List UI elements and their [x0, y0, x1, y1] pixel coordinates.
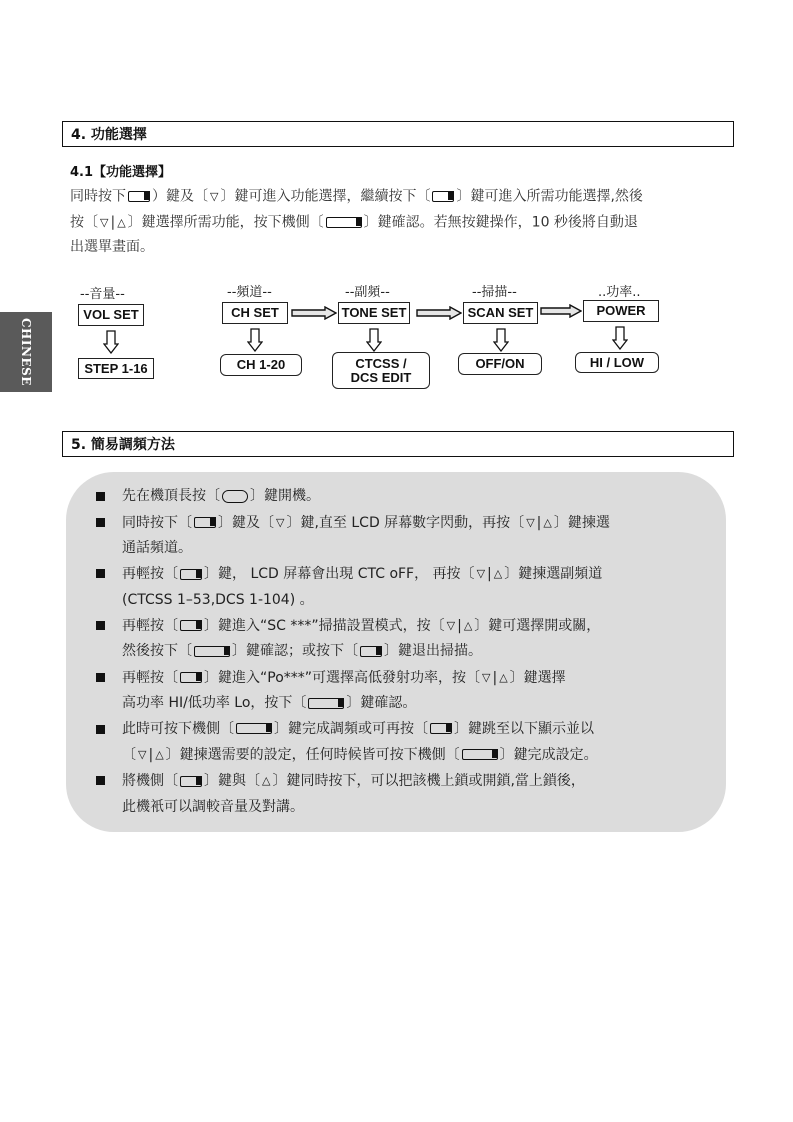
side-long-key-icon — [194, 646, 230, 657]
bullet-square-icon — [96, 673, 105, 682]
side-long-key-icon — [236, 723, 272, 734]
text-run: 〕鍵， LCD 屏幕會出現 CTC oFF， 再按〔 — [204, 566, 475, 582]
text-run: 〕鍵揀選 — [553, 514, 610, 531]
text-run: 〕鍵可進入功能選擇，繼續按下〔 — [220, 188, 431, 205]
bullet-item — [92, 510, 717, 562]
bullet-item — [92, 613, 717, 665]
arrow-right-icon — [291, 306, 337, 320]
bullet-item — [92, 561, 717, 613]
text-run: 〕鍵進入“SC ***”掃描設置模式，按〔 — [204, 617, 445, 634]
text-run: | — [457, 617, 462, 634]
text-run: 將機側〔 — [122, 773, 178, 789]
ch-range-box: CH 1-20 — [220, 354, 302, 376]
bullet-square-icon — [96, 725, 105, 734]
vol-set-box: VOL SET — [78, 304, 144, 326]
bullet-item — [92, 768, 717, 820]
bullet-line — [122, 742, 717, 768]
arrow-down-icon — [366, 328, 382, 352]
up-arrow-key-icon: △ — [463, 619, 473, 632]
bullet-item — [92, 665, 717, 717]
step-box: STEP 1-16 — [78, 358, 154, 379]
up-arrow-key-icon: △ — [493, 567, 503, 581]
text-run: 〕鍵進入“Po***”可選擇高低發射功率，按〔 — [204, 669, 481, 686]
side-key-icon — [180, 672, 202, 683]
up-arrow-key-icon: △ — [262, 774, 271, 788]
text-run: 同時按下 — [70, 188, 126, 205]
arrow-right-icon — [416, 306, 462, 320]
text-run: 〕鍵與〔 — [204, 773, 260, 789]
text-run: ）鍵及〔 — [152, 188, 208, 205]
paragraph-line — [70, 235, 738, 260]
side-key-icon — [180, 620, 202, 631]
side-long-key-icon — [462, 749, 498, 760]
text-run: 〕鍵揀選副頻道 — [504, 566, 603, 582]
text-run: 然後按下〔 — [122, 643, 192, 660]
section-4-1-subheading: 4.1【功能選擇】 — [70, 165, 172, 180]
text-run: 〕鍵選擇 — [509, 669, 566, 686]
arrow-down-icon — [247, 328, 263, 352]
side-key-icon — [432, 191, 454, 202]
up-arrow-key-icon: △ — [499, 670, 508, 684]
ch-label: --頻道-- — [227, 285, 272, 300]
language-side-tab: CHINESE — [0, 312, 52, 392]
text-run: 〕鍵,直至 LCD 屏幕數字閃動，再按〔 — [286, 514, 525, 531]
down-arrow-key-icon: ▽ — [210, 190, 219, 203]
text-run: 〕鍵完成調頻或可再按〔 — [274, 720, 428, 737]
tone-label: --副頻-- — [345, 285, 390, 300]
text-run: 再輕按〔 — [122, 617, 178, 634]
text-run: 〕鍵揀選需要的設定，任何時候皆可按下機側〔 — [165, 746, 460, 763]
off-on-box: OFF/ON — [458, 353, 542, 375]
bullet-item — [92, 717, 717, 769]
bullet-line — [122, 717, 717, 743]
power-box: POWER — [583, 300, 659, 322]
text-run: 按〔 — [70, 214, 98, 230]
section-5-header: 5. 簡易調頻方法 — [62, 431, 734, 457]
text-run: 〕鍵選擇所需功能，按下機側〔 — [127, 214, 324, 230]
function-flow-diagram — [62, 278, 734, 398]
bullet-square-icon — [96, 492, 105, 501]
top-key-icon — [222, 490, 248, 503]
down-arrow-key-icon: ▽ — [100, 215, 109, 229]
side-long-key-icon — [308, 698, 344, 709]
hi-low-box: HI / LOW — [575, 352, 659, 373]
arrow-down-icon — [612, 326, 628, 350]
bullet-line — [122, 561, 717, 587]
down-arrow-key-icon: ▽ — [526, 515, 535, 529]
bullet-line — [122, 768, 717, 794]
down-arrow-key-icon: ▽ — [476, 567, 486, 581]
side-key-icon — [180, 569, 202, 580]
scan-label: --掃描-- — [472, 285, 517, 300]
section-4-header: 4. 功能選擇 — [62, 121, 734, 147]
text-run: 通話頻道。 — [122, 539, 192, 556]
text-run: 同時按下〔 — [122, 514, 192, 531]
arrow-down-icon — [103, 330, 119, 354]
tone-set-box: TONE SET — [338, 302, 410, 324]
text-run: 再輕按〔 — [122, 566, 178, 582]
text-run: 〕鍵完成設定。 — [499, 746, 598, 763]
text-run: 此機衹可以調較音量及對講。 — [122, 798, 304, 815]
up-arrow-key-icon: △ — [543, 515, 552, 529]
bullet-line — [122, 691, 717, 717]
bullet-square-icon — [96, 776, 105, 785]
function-select-paragraph — [70, 184, 738, 260]
down-arrow-key-icon: ▽ — [276, 515, 285, 529]
up-arrow-key-icon: △ — [155, 748, 164, 761]
text-run: 〕鍵退出掃描。 — [384, 643, 482, 660]
text-run: 〔 — [122, 746, 136, 763]
bullet-line — [122, 510, 717, 536]
text-run: 〕鍵同時按下，可以把該機上鎖或開鎖,當上鎖後， — [272, 773, 585, 789]
text-run: 此時可按下機側〔 — [122, 720, 234, 737]
text-run: 〕鍵跳至以下顯示並以 — [454, 720, 594, 737]
up-arrow-key-icon: △ — [117, 215, 126, 229]
bullet-line — [122, 588, 717, 614]
bullet-line — [122, 665, 717, 691]
paragraph-line — [70, 210, 738, 236]
power-label: ..功率.. — [598, 285, 641, 300]
scan-set-box: SCAN SET — [463, 302, 538, 324]
bullet-line — [122, 795, 717, 821]
text-run: 〕鍵可選擇開或關， — [474, 617, 601, 634]
text-run: 先在機頂長按〔 — [122, 488, 220, 504]
side-key-icon — [360, 646, 382, 657]
bullet-square-icon — [96, 569, 105, 578]
text-run: 再輕按〔 — [122, 669, 178, 686]
text-run: 〕鍵確認；或按下〔 — [232, 643, 358, 660]
side-key-icon — [194, 517, 216, 528]
bullet-item — [92, 484, 717, 510]
side-long-key-icon — [326, 217, 362, 228]
text-run: | — [110, 214, 116, 230]
text-run: 〕鍵開機。 — [250, 488, 320, 504]
text-run: 出選單畫面。 — [70, 239, 154, 255]
side-key-icon — [128, 191, 150, 202]
down-arrow-key-icon: ▽ — [446, 619, 456, 632]
text-run: (CTCSS 1–53,DCS 1-104) 。 — [122, 591, 314, 608]
text-run: 高功率 HI/低功率 Lo，按下〔 — [122, 695, 307, 711]
text-run: | — [492, 669, 498, 686]
text-run: 〕鍵確認。 — [346, 695, 417, 711]
ctcss-dcs-box: CTCSS / DCS EDIT — [332, 352, 430, 389]
paragraph-line — [70, 184, 738, 210]
bullet-line — [122, 639, 717, 665]
text-run: | — [536, 514, 542, 531]
bullet-square-icon — [96, 518, 105, 527]
text-run: | — [148, 746, 154, 763]
side-key-icon — [430, 723, 452, 734]
ch-set-box: CH SET — [222, 302, 288, 324]
vol-label: --音量-- — [80, 287, 125, 302]
text-run: | — [487, 566, 492, 582]
tuning-steps-list — [92, 484, 717, 820]
bullet-line — [122, 484, 717, 510]
text-run: 〕鍵可進入所需功能選擇,然後 — [456, 188, 643, 205]
bullet-line — [122, 613, 717, 639]
side-key-icon — [180, 776, 202, 787]
arrow-right-icon — [540, 304, 582, 318]
down-arrow-key-icon: ▽ — [138, 748, 147, 761]
down-arrow-key-icon: ▽ — [482, 670, 491, 684]
arrow-down-icon — [493, 328, 509, 352]
bullet-line — [122, 536, 717, 562]
text-run: 〕鍵及〔 — [218, 514, 274, 531]
text-run: 〕鍵確認。若無按鍵操作，10 秒後將自動退 — [363, 214, 638, 230]
bullet-square-icon — [96, 621, 105, 630]
